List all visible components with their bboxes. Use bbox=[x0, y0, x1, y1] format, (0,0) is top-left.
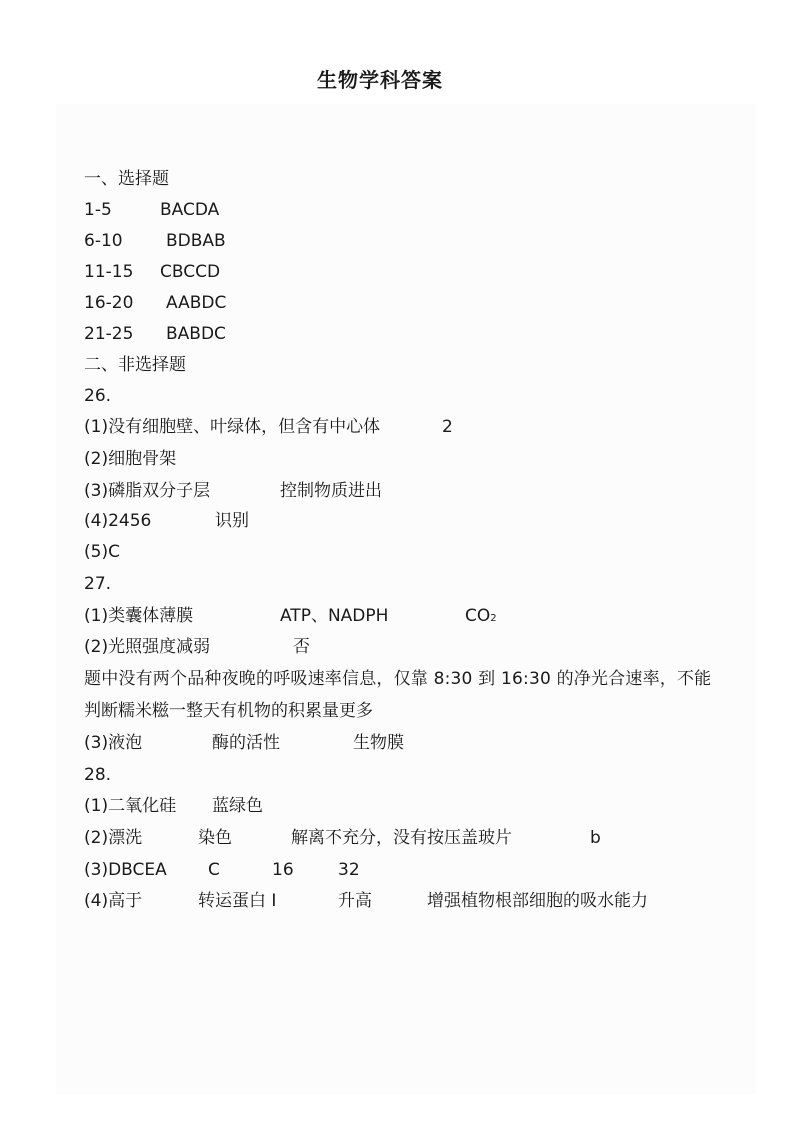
choice-range: 6-10 bbox=[84, 231, 123, 251]
co2-subscript: 2 bbox=[490, 613, 497, 624]
question-number-28: 28. bbox=[84, 765, 112, 785]
q27-explanation-line2: 判断糯米糍一整天有机物的积累量更多 bbox=[84, 701, 373, 721]
q27-part1-value1: ATP、NADPH bbox=[280, 606, 389, 626]
q28-part3-value2: 16 bbox=[272, 860, 294, 880]
q27-part3-value1: 酶的活性 bbox=[212, 733, 280, 753]
q26-part4-value: 识别 bbox=[215, 511, 249, 531]
co2-main: CO bbox=[465, 606, 491, 626]
question-number-26: 26. bbox=[84, 386, 112, 406]
q27-part2-value: 否 bbox=[293, 637, 310, 657]
q28-part2-value2: 解离不充分，没有按压盖玻片 bbox=[291, 828, 512, 848]
section-heading-choice: 一、选择题 bbox=[84, 169, 169, 189]
q26-part4-text: (4)2456 bbox=[84, 511, 152, 531]
q26-part5: (5)C bbox=[84, 542, 120, 562]
q27-part1-text: (1)类囊体薄膜 bbox=[84, 606, 194, 626]
choice-range: 1-5 bbox=[84, 200, 112, 220]
q28-part1-text: (1)二氧化硅 bbox=[84, 796, 177, 816]
q28-part1-value: 蓝绿色 bbox=[212, 796, 263, 816]
page-title: 生物学科答案 bbox=[317, 68, 443, 92]
q28-part2-value3: b bbox=[590, 828, 601, 848]
choice-answers: CBCCD bbox=[160, 262, 221, 282]
section-heading-nonchoice: 二、非选择题 bbox=[84, 355, 186, 375]
q28-part2-text: (2)漂洗 bbox=[84, 828, 143, 848]
q28-part3-value3: 32 bbox=[338, 860, 360, 880]
q26-part2: (2)细胞骨架 bbox=[84, 449, 177, 469]
q27-explanation-line1: 题中没有两个品种夜晚的呼吸速率信息，仅靠 8:30 到 16:30 的净光合速率，不能 bbox=[84, 669, 712, 689]
q26-part1-text: (1)没有细胞壁、叶绿体，但含有中心体 bbox=[84, 417, 381, 437]
q26-part3-text: (3)磷脂双分子层 bbox=[84, 481, 211, 501]
q27-part1-value2 bbox=[465, 605, 497, 630]
choice-range: 11-15 bbox=[84, 262, 134, 282]
choice-answers: BABDC bbox=[166, 324, 226, 344]
answer-sheet bbox=[56, 104, 756, 1094]
q27-part3-value2: 生物膜 bbox=[353, 733, 404, 753]
q26-part3-value: 控制物质进出 bbox=[280, 481, 382, 501]
q27-part2-text: (2)光照强度减弱 bbox=[84, 637, 211, 657]
q28-part4-text: (4)高于 bbox=[84, 891, 143, 911]
choice-answers: BDBAB bbox=[166, 231, 226, 251]
choice-range: 21-25 bbox=[84, 324, 134, 344]
q28-part2-value1: 染色 bbox=[198, 828, 232, 848]
q28-part4-value3: 增强植物根部细胞的吸水能力 bbox=[427, 891, 648, 911]
q28-part3-value1: C bbox=[208, 860, 220, 880]
q28-part4-value1: 转运蛋白 I bbox=[198, 891, 277, 911]
q28-part3-text: (3)DBCEA bbox=[84, 860, 167, 880]
choice-range: 16-20 bbox=[84, 293, 134, 313]
q27-part3-text: (3)液泡 bbox=[84, 733, 143, 753]
q28-part4-value2: 升高 bbox=[338, 891, 372, 911]
choice-answers: AABDC bbox=[166, 293, 227, 313]
choice-answers: BACDA bbox=[160, 200, 220, 220]
q26-part1-value: 2 bbox=[442, 417, 453, 437]
question-number-27: 27. bbox=[84, 574, 112, 594]
